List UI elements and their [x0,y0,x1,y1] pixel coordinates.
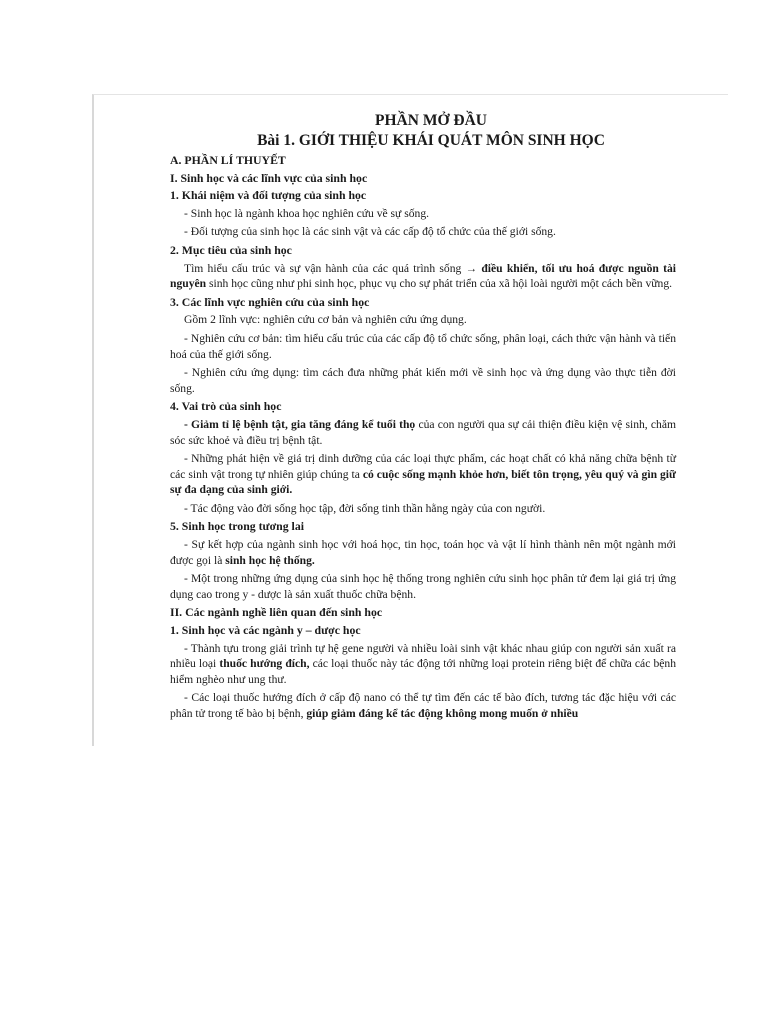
text-run: của con người qua sự cải thiện điều kiện vệ sinh, chăm sóc sức khoẻ và điều trị bệnh tật. [170,417,677,447]
arrow-symbol: → [465,261,478,275]
paragraph [170,261,676,292]
subheading-role: 4. Vai trò của sinh học [170,399,282,414]
document-content [170,111,676,725]
text-run-bold: sinh học hệ thống. [225,553,315,567]
text-run: các loại thuốc này tác động tới những loại protein riêng biệt để chữa các bệnh hiểm nghèo như ung thư. [170,657,676,686]
text-run: - Những phát hiện về giá trị dinh dưỡng của các loại thực phẩm, các hoạt chất có khả năng chữa bệnh từ các sinh vật trong tự nhiên giúp chúng ta [170,452,676,481]
text-run-bold: - Giảm tỉ lệ bệnh tật, gia tăng đáng kể tuổi thọ [184,417,416,431]
text-run: - Thành tựu trong giải trình tự hệ gene người và nhiều loài sinh vật khác nhau giúp con người sản xuất ra nhiều loại [170,641,676,671]
paragraph: - Sinh học là ngành khoa học nghiên cứu về sự sống. [184,206,430,220]
paragraph: - Nghiên cứu ứng dụng: tìm cách đưa những phát kiến mới về sinh học và ứng dụng vào thực tiễn đời sống. [170,366,676,395]
text-run: - Các loại thuốc hướng đích ở cấp độ nano có thể tự tìm đến các tế bào đích, tương tác đặc hiệu với các phân tử trong tế bào bị bệnh, [170,691,676,720]
paragraph [170,641,676,688]
lesson-title: Bài 1. GIỚI THIỆU KHÁI QUÁT MÔN SINH HỌC [257,132,605,149]
paragraph [170,451,676,498]
text-run: sinh học cũng như phi sinh học, phục vụ cho sự phát triển của xã hội loài người một cách bền vững. [209,277,673,291]
text-run-bold: có cuộc sống mạnh khỏe hơn, biết tôn trọng, yêu quý và gìn giữ sự đa dạng của sinh giới. [170,467,676,497]
text-run: - Sự kết hợp của ngành sinh học với hoá học, tin học, toán học và vật lí hình thành nên một ngành mới được gọi là [170,538,676,567]
paragraph: - Tác động vào đời sống học tập, đời sống tinh thần hằng ngày của con người. [184,501,546,515]
part-title: PHẦN MỞ ĐẦU [375,112,487,129]
paragraph: Gồm 2 lĩnh vực: nghiên cứu cơ bản và nghiên cứu ứng dụng. [184,313,467,327]
section-heading-a: A. PHẦN LÍ THUYẾT [170,153,286,167]
paragraph [170,690,676,721]
section-heading-2: II. Các ngành nghề liên quan đến sinh học [170,605,383,620]
text-run-bold: thuốc hướng đích, [219,657,310,671]
paragraph [170,537,676,568]
text-run: Tìm hiểu cấu trúc và sự vận hành của các quá trình sống [184,261,462,275]
subheading-medicine: 1. Sinh học và các ngành y – dược học [170,623,361,638]
section-heading-1: I. Sinh học và các lĩnh vực của sinh học [170,170,368,185]
subheading-future: 5. Sinh học trong tương lai [170,519,305,534]
subheading-goals: 2. Mục tiêu của sinh học [170,242,292,257]
paragraph [170,417,676,448]
text-run-bold: điều khiển, tối ưu hoá được nguồn tài nguyên [170,261,676,291]
paragraph: - Đối tượng của sinh học là các sinh vật và các cấp độ tổ chức của thế giới sống. [184,225,556,239]
text-run-bold: giúp giảm đáng kể tác động không mong muốn ở nhiều [306,707,579,720]
paragraph: - Nghiên cứu cơ bản: tìm hiểu cấu trúc của các cấp độ tổ chức sống, phân loại, cách thức vận hành và tiến hoá của thế giới sống. [170,331,676,361]
subheading-fields: 3. Các lĩnh vực nghiên cứu của sinh học [170,294,370,309]
document-page [92,94,728,746]
paragraph: - Một trong những ứng dụng của sinh học hệ thống trong nghiên cứu sinh học phân tử đem lại giá trị ứng dụng cao trong y - dược là sản xuất thuốc chữa bệnh. [170,572,676,601]
subheading-concept: 1. Khái niệm và đối tượng của sinh học [170,188,367,203]
